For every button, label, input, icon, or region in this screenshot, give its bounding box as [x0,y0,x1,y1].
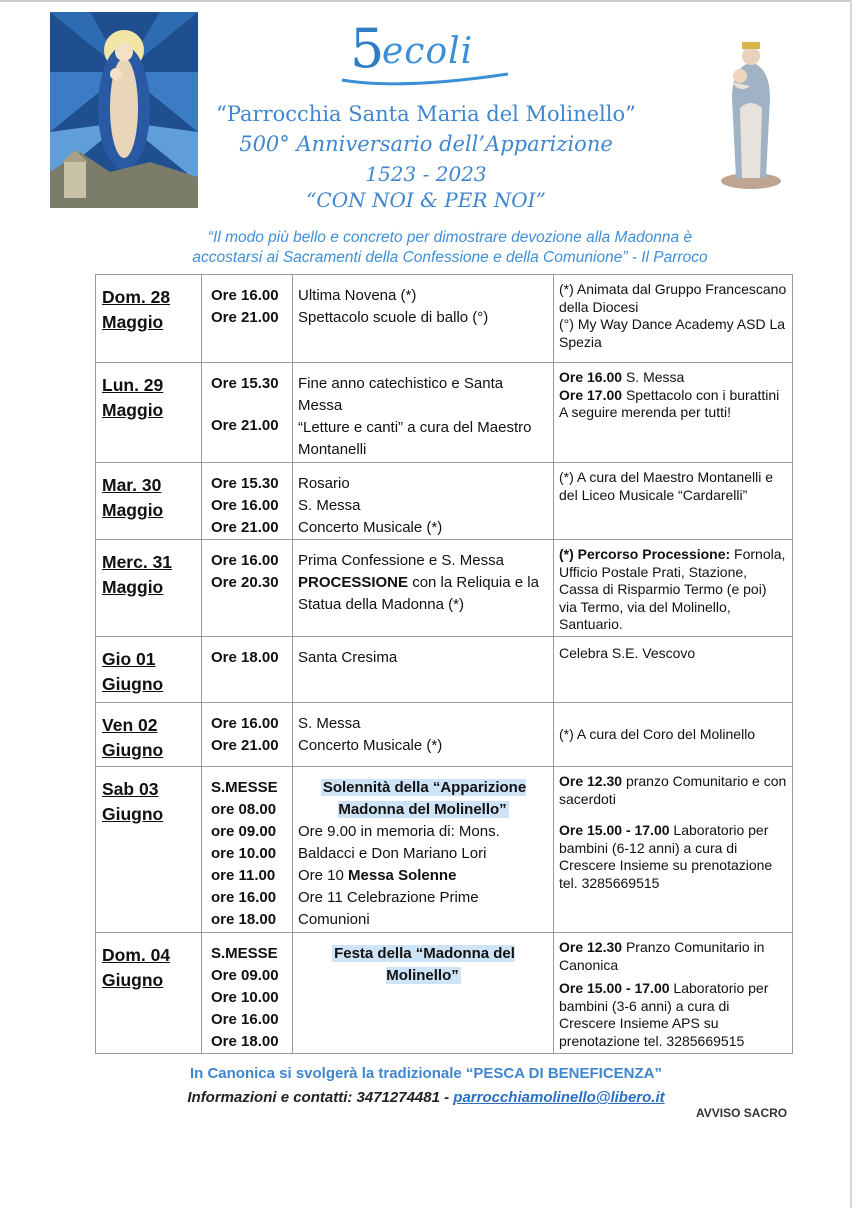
day-cell [96,463,202,540]
time-value: Ore 16.00 [211,1011,279,1028]
event-text: Fine anno catechistico e Santa Messa [298,375,504,414]
note-text: Ore 15.00 - 17.00 Laboratorio per bambini (3-6 anni) a cura di Crescere Insieme APS su prenotazione tel. 3285669515 [559,980,769,1049]
table-row [96,275,793,363]
table-row [96,540,793,637]
day-label: Ven 02 [102,715,158,735]
event-cell [293,540,554,637]
event-text: Ore 9.00 in memoria di: Mons. Baldacci e Don Mariano Lori [298,823,500,862]
event-cell [293,933,554,1054]
month-label: Giugno [102,674,164,694]
note-cell [554,540,793,637]
logo-swoosh [340,68,510,88]
note-cell [554,363,793,463]
event-text: Spettacolo scuole di ballo (°) [298,309,489,326]
time-value: Ore 21.00 [211,417,279,434]
event-cell [293,637,554,703]
note-text: Ore 12.30 Pranzo Comunitario in Canonica [559,939,765,973]
avviso-sacro-label: AVVISO SACRO [696,1106,788,1120]
pesca-announcement: In Canonica si svolgerà la tradizionale “PESCA DI BENEFICENZA” [189,1065,663,1082]
day-label: Lun. 29 [102,375,164,395]
contacts-line [0,1090,852,1105]
month-label: Maggio [102,312,164,332]
day-cell [96,703,202,767]
note-cell [554,767,793,933]
table-row [96,463,793,540]
years-line: 1523 - 2023 [365,162,487,186]
note-cell [554,463,793,540]
event-text: Ultima Novena (*) [298,287,417,304]
note-text: Ore 15.00 - 17.00 Laboratorio per bambini (6-12 anni) a cura di Crescere Insieme su prenotazione tel. 3285669515 [559,822,773,891]
time-value: ore 18.00 [211,911,277,928]
note-cell [554,275,793,363]
time-value: Ore 15.30 [211,375,279,392]
event-cell [293,275,554,363]
note-text: (°) My Way Dance Academy ASD La Spezia [559,316,786,350]
note-text: Ore 16.00 S. Messa [559,369,685,385]
time-value: Ore 16.00 [211,497,279,514]
time-value: Ore 10.00 [211,989,279,1006]
note-text: (*) A cura del Coro del Molinello [559,725,756,742]
note-cell [554,637,793,703]
note-text: (*) A cura del Maestro Montanelli e del Liceo Musicale “Cardarelli” [559,469,773,503]
day-label: Mar. 30 [102,475,162,495]
time-value: Ore 18.00 [211,649,279,666]
parroco-quote-line: accostarsi ai Sacramenti della Confessione e della Comunione” - Il Parroco [192,249,708,266]
time-value: Ore 21.00 [211,309,279,326]
anniversary-subtitle: 500° Anniversario dell’Apparizione [239,132,613,156]
day-label: Dom. 04 [102,945,171,965]
logo-numeral: 5 [350,17,385,80]
event-text: “Letture e canti” a cura del Maestro Montanelli [298,419,532,458]
event-text: S. Messa [298,497,361,514]
note-text: Celebra S.E. Vescovo [559,645,696,661]
time-value: Ore 16.00 [211,552,279,569]
month-label: Giugno [102,804,164,824]
contacts-label: Informazioni e contatti: 3471274481 - [187,1089,454,1106]
time-value: Ore 20.30 [211,574,279,591]
event-cell [293,363,554,463]
time-value: ore 09.00 [211,823,277,840]
time-value: Ore 21.00 [211,737,279,754]
event-cell [293,463,554,540]
note-text: (*) Animata dal Gruppo Francescano della Diocesi [559,281,787,315]
time-cell [202,933,293,1054]
note-text: Ore 17.00 Spettacolo con i burattini [559,386,780,403]
time-value: Ore 15.30 [211,475,279,492]
month-label: Maggio [102,400,164,420]
time-value: ore 08.00 [211,801,277,818]
cinque-secoli-logo [350,16,530,86]
time-value: ore 10.00 [211,845,277,862]
note-cell [554,703,793,767]
table-row [96,767,793,933]
page-edge [0,0,852,2]
day-cell [96,540,202,637]
month-label: Giugno [102,970,164,990]
day-label: Dom. 28 [102,287,171,307]
month-label: Maggio [102,577,164,597]
day-cell [96,637,202,703]
time-value: Ore 16.00 [211,287,279,304]
time-value: ore 16.00 [211,889,277,906]
day-cell [96,767,202,933]
parroco-quote-line: “Il modo più bello e concreto per dimostrare devozione alla Madonna è [207,229,693,246]
schedule-table [95,274,793,1054]
event-text: PROCESSIONE con la Reliquia e la Statua della Madonna (*) [298,574,539,613]
email-link[interactable]: parrocchiamolinello@libero.it [453,1089,665,1106]
time-value: Ore 21.00 [211,519,279,536]
logo-word: ecoli [382,31,474,72]
month-label: Maggio [102,500,164,520]
event-text: Ore 10 Messa Solenne [298,867,457,884]
event-text: Santa Cresima [298,649,398,666]
time-value: Ore 18.00 [211,1033,279,1050]
time-cell [202,275,293,363]
time-value: Ore 09.00 [211,967,279,984]
event-text: Ore 11 Celebrazione Prime Comunioni [298,889,479,928]
time-value: S.MESSE [211,945,278,962]
event-text: Concerto Musicale (*) [298,519,443,536]
day-cell [96,933,202,1054]
highlight-box [298,777,549,821]
solemnity-highlight: Solennità della “Apparizione Madonna del Molinello” [322,779,527,818]
event-cell [293,767,554,933]
event-text: S. Messa [298,715,361,732]
time-value: Ore 16.00 [211,715,279,732]
time-value: ore 11.00 [211,867,276,884]
day-label: Gio 01 [102,649,156,669]
event-cell [293,703,554,767]
day-cell [96,275,202,363]
time-cell [202,540,293,637]
time-cell [202,363,293,463]
time-cell [202,463,293,540]
feast-highlight: Festa della “Madonna del Molinello” [334,945,515,984]
note-text: A seguire merenda per tutti! [559,404,731,420]
month-label: Giugno [102,740,164,760]
event-text: Rosario [298,475,350,492]
event-text: Prima Confessione e S. Messa [298,552,504,569]
table-row [96,703,793,767]
parish-title: “Parrocchia Santa Maria del Molinello” [216,102,636,126]
day-label: Merc. 31 [102,552,173,572]
note-cell [554,933,793,1054]
table-row [96,363,793,463]
day-label: Sab 03 [102,779,159,799]
table-row [96,933,793,1054]
highlight-box [298,943,549,987]
table-row [96,637,793,703]
motto-line: “CON NOI & PER NOI” [306,188,546,212]
time-cell [202,637,293,703]
note-text: Ore 12.30 pranzo Comunitario e con sacerdoti [559,773,787,807]
time-value: S.MESSE [211,779,278,796]
event-text: Concerto Musicale (*) [298,737,443,754]
note-text: (*) Percorso Processione: Fornola, Ufficio Postale Prati, Stazione, Cassa di Risparmio Termo (e poi) via Termo, via del Molinello, Santuario. [559,546,786,632]
time-cell [202,767,293,933]
time-cell [202,703,293,767]
day-cell [96,363,202,463]
